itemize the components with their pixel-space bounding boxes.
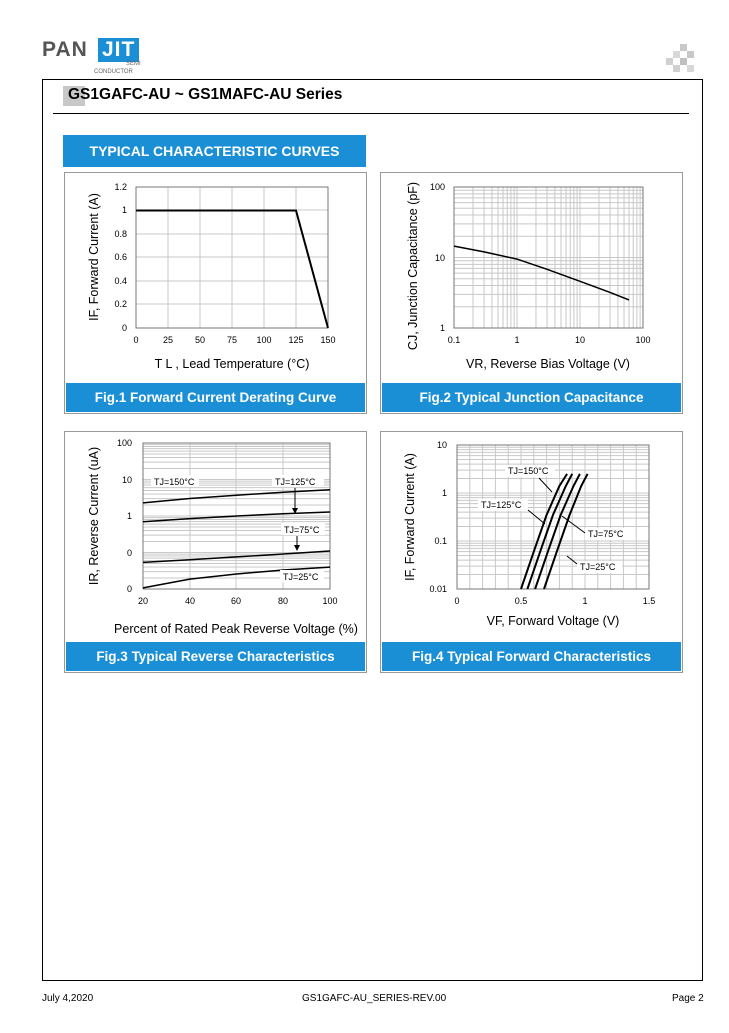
decorative-squares-icon bbox=[664, 44, 696, 74]
fig3-xtick: 80 bbox=[277, 596, 289, 606]
fig1-ytick: 1.2 bbox=[114, 182, 127, 192]
fig3-xtick: 60 bbox=[230, 596, 242, 606]
fig2-xtick: 100 bbox=[635, 335, 651, 345]
fig1-xlabel: T L , Lead Temperature (°C) bbox=[154, 357, 310, 371]
fig4-series-line-0 bbox=[521, 474, 567, 589]
fig2-ylabel: CJ, Junction Capacitance (pF) bbox=[406, 181, 420, 351]
fig3-annotation-125: TJ=125°C bbox=[275, 477, 316, 487]
fig2-xtick: 10 bbox=[574, 335, 586, 345]
fig4-ytick: 0.01 bbox=[429, 584, 447, 594]
logo-subtext-semi: SEMI bbox=[126, 61, 141, 67]
fig3-caption: Fig.3 Typical Reverse Characteristics bbox=[66, 642, 365, 671]
fig2-xtick: 0.1 bbox=[447, 335, 461, 345]
fig3-ytick: 1 bbox=[126, 511, 132, 521]
section-title: TYPICAL CHARACTERISTIC CURVES bbox=[63, 135, 366, 167]
chart-fig1 bbox=[65, 173, 366, 383]
fig2-ytick: 100 bbox=[429, 182, 445, 192]
fig3-ytick: 0 bbox=[126, 548, 132, 558]
fig4-ytick: 1 bbox=[441, 488, 447, 498]
fig4-ylabel: IF, Forward Current (A) bbox=[403, 453, 417, 581]
fig4-annotation-75: TJ=75°C bbox=[588, 529, 624, 539]
fig4-caption: Fig.4 Typical Forward Characteristics bbox=[382, 642, 681, 671]
fig4-xtick: 1 bbox=[582, 596, 588, 606]
fig2-ytick: 10 bbox=[434, 253, 445, 263]
fig1-ytick: 0.6 bbox=[114, 252, 127, 262]
fig4-xtick: 0.5 bbox=[514, 596, 528, 606]
fig3-ytick: 10 bbox=[121, 475, 132, 485]
fig1-xtick: 50 bbox=[194, 335, 206, 345]
fig3-xtick: 40 bbox=[184, 596, 196, 606]
fig2-caption: Fig.2 Typical Junction Capacitance bbox=[382, 383, 681, 412]
fig1-xtick: 25 bbox=[162, 335, 174, 345]
fig1-caption: Fig.1 Forward Current Derating Curve bbox=[66, 383, 365, 412]
fig1-ytick: 0.8 bbox=[114, 229, 127, 239]
fig4-ytick: 0.1 bbox=[434, 536, 447, 546]
fig1-ytick: 0.2 bbox=[114, 299, 127, 309]
fig1-xtick: 100 bbox=[256, 335, 272, 345]
fig3-xlabel: Percent of Rated Peak Reverse Voltage (%) bbox=[114, 622, 358, 636]
fig4-leader-line bbox=[539, 478, 552, 492]
footer-date: July 4,2020 bbox=[42, 993, 94, 1004]
fig1-xtick: 75 bbox=[226, 335, 238, 345]
footer-page-number: Page 2 bbox=[672, 993, 704, 1004]
fig3-annotation-75: TJ=75°C bbox=[284, 525, 320, 535]
fig3-xtick: 20 bbox=[137, 596, 149, 606]
fig2-xtick: 1 bbox=[514, 335, 520, 345]
fig2-ytick: 1 bbox=[439, 323, 445, 333]
figure-2 bbox=[380, 172, 683, 414]
footer-document-id: GS1GAFC-AU_SERIES-REV.00 bbox=[302, 993, 447, 1004]
fig4-xlabel: VF, Forward Voltage (V) bbox=[486, 614, 620, 628]
fig4-ytick: 10 bbox=[436, 440, 447, 450]
fig2-xlabel: VR, Reverse Bias Voltage (V) bbox=[466, 357, 630, 371]
fig3-ylabel: IR, Reverse Current (uA) bbox=[87, 446, 101, 586]
fig4-xtick: 1.5 bbox=[642, 596, 656, 606]
fig4-annotation-25: TJ=25°C bbox=[580, 562, 616, 572]
document-title: GS1GAFC-AU ~ GS1MAFC-AU Series bbox=[68, 86, 343, 103]
fig3-xtick: 100 bbox=[322, 596, 338, 606]
fig3-annotation-150: TJ=150°C bbox=[154, 477, 195, 487]
logo-text-jit: JIT bbox=[98, 38, 139, 62]
fig3-arrow-head bbox=[294, 545, 300, 551]
fig3-ytick: 100 bbox=[116, 438, 132, 448]
fig1-ytick: 0 bbox=[121, 323, 127, 333]
figure-1 bbox=[64, 172, 367, 414]
title-divider bbox=[53, 113, 689, 114]
fig3-ytick: 0 bbox=[126, 584, 132, 594]
fig3-annotation-25: TJ=25°C bbox=[283, 572, 319, 582]
logo-text-pan: PAN bbox=[42, 38, 88, 61]
fig1-xtick: 150 bbox=[320, 335, 336, 345]
chart-fig2 bbox=[381, 173, 682, 383]
chart-fig3 bbox=[65, 432, 366, 642]
company-logo bbox=[42, 36, 142, 80]
fig4-annotation-150: TJ=150°C bbox=[508, 466, 549, 476]
fig1-ytick: 0.4 bbox=[114, 276, 127, 286]
chart-fig4 bbox=[381, 432, 682, 642]
fig1-ytick: 1 bbox=[121, 205, 127, 215]
figure-3 bbox=[64, 431, 367, 673]
fig1-ylabel: IF, Forward Current (A) bbox=[87, 193, 101, 321]
logo-subtext-conductor: CONDUCTOR bbox=[94, 69, 133, 75]
figure-4 bbox=[380, 431, 683, 673]
fig4-xtick: 0 bbox=[454, 596, 460, 606]
fig1-xtick: 0 bbox=[133, 335, 139, 345]
fig4-annotation-125: TJ=125°C bbox=[481, 500, 522, 510]
fig1-xtick: 125 bbox=[288, 335, 304, 345]
